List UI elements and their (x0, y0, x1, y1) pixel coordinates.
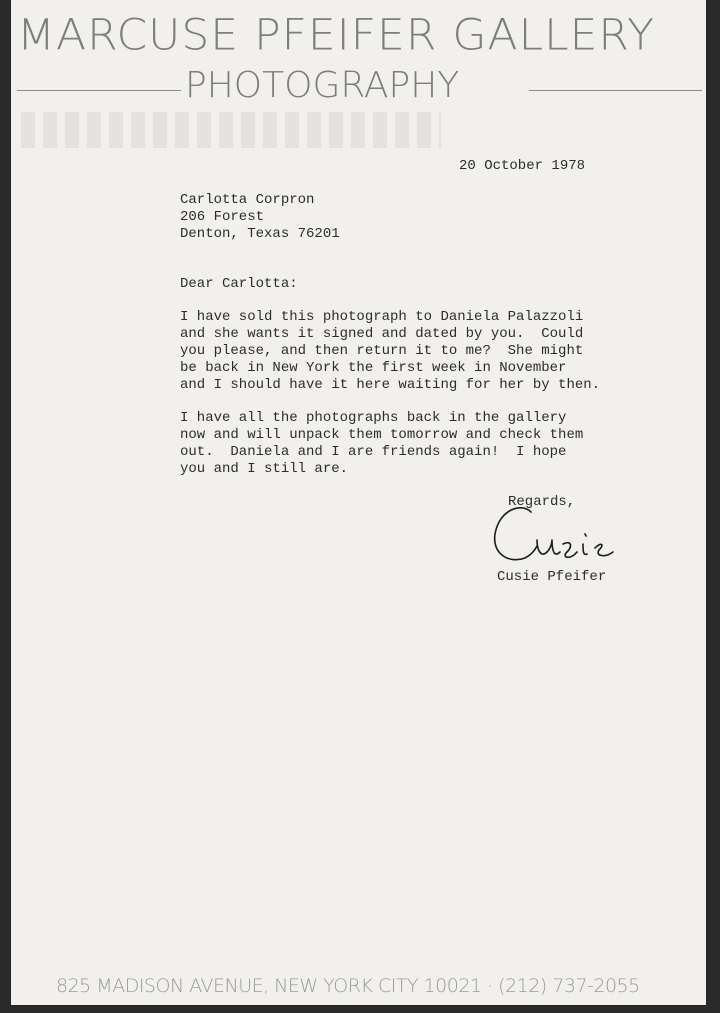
paragraph-line: you please, and then return it to me? She might (180, 343, 584, 359)
gallery-name: MARCUSE PFEIFER GALLERY (17, 10, 656, 61)
letter-date: 20 October 1978 (459, 158, 586, 174)
signer-name: Cusie Pfeifer (497, 569, 607, 585)
paragraph-line: out. Daniela and I are friends again! I hope (180, 444, 567, 460)
paragraph-line: now and will unpack them tomorrow and check them (180, 427, 584, 443)
paragraph-line: I have sold this photograph to Daniela Palazzoli (180, 309, 584, 325)
salutation: Dear Carlotta: (180, 276, 298, 292)
letterhead-subtitle: PHOTOGRAPHY (185, 65, 460, 106)
letterhead-rule-left (17, 90, 181, 91)
paragraph-line: I have all the photographs back in the gallery (180, 410, 567, 426)
paragraph-line: be back in New York the first week in November (180, 360, 567, 376)
closing: Regards, (508, 494, 576, 510)
recipient-street: 206 Forest (180, 209, 265, 225)
paragraph-line: you and I still are. (180, 461, 349, 477)
footer-address: 825 MADISON AVENUE, NEW YORK CITY 10021 · (212) 737-2055 (56, 975, 640, 997)
letterhead-rule-right (529, 90, 702, 91)
recipient-name: Carlotta Corpron (180, 192, 315, 208)
recipient-city: Denton, Texas 76201 (180, 226, 340, 242)
letter-sheet (11, 0, 706, 1005)
bleed-through-shadow (21, 112, 441, 148)
paragraph-line: and I should have it here waiting for her by then. (180, 377, 601, 393)
paragraph-line: and she wants it signed and dated by you. Could (180, 326, 584, 342)
handwritten-signature (491, 500, 631, 570)
